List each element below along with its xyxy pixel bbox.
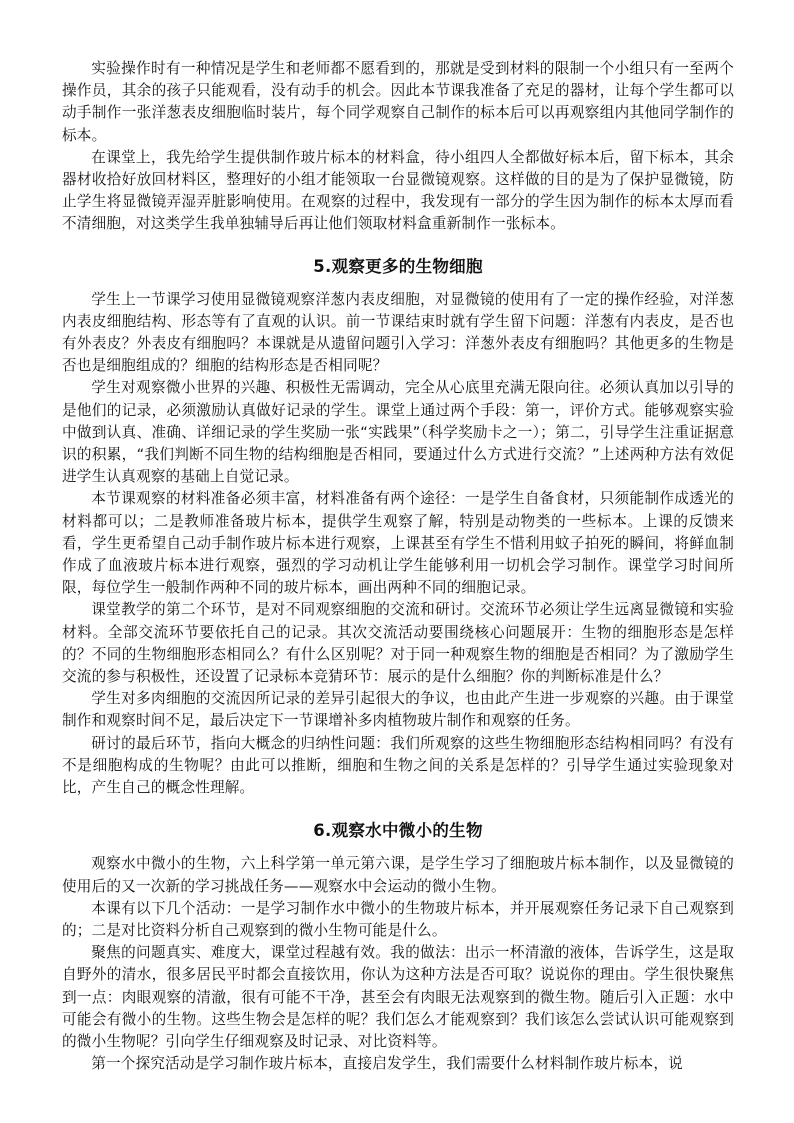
section-6-paragraph-2: 本课有以下几个活动：一是学习制作水中微小的生物玻片标本，并开展观察任务记录下自己观察到的；二是对比资料分析自己观察到的微小生物可能是什么。 (62, 899, 734, 939)
section-5-paragraph-3: 本节课观察的材料准备必须丰富，材料准备有两个途径：一是学生自备食材，只须能制作成透光的材料都可以；二是教师准备玻片标本，提供学生观察了解，特别是动物类的一些标本。上课的反馈来看，学生更希望自己动手制作玻片标本进行观察，上课甚至有学生不惜利用蚊子拍死的瞬间，将鲜血制作成了血液玻片标本进行观察，强烈的学习动机让学生能够利用一切机会学习制作。课堂学习时间所限，每位学生一般制作两种不同的玻片标本，画出两种不同的细胞记录。 (62, 490, 734, 597)
section-5-paragraph-4: 课堂教学的第二个环节，是对不同观察细胞的交流和研讨。交流环节必须让学生远离显微镜和实验材料。全部交流环节要依托自己的记录。其次交流活动要围绕核心问题展开：生物的细胞形态是怎样的？不同的生物细胞形态相同么？有什么区别呢？对于同一种观察生物的细胞是否相同？为了激励学生交流的参与积极性，还设置了记录标本竞猜环节：展示的是什么细胞？你的判断标准是什么？ (62, 601, 734, 686)
section-5-paragraph-5: 学生对多肉细胞的交流因所记录的差异引起很大的争议，也由此产生进一步观察的兴趣。由于课堂制作和观察时间不足，最后决定下一节课增补多肉植物玻片制作和观察的任务。 (62, 690, 734, 730)
section-6-heading: 6.观察水中微小的生物 (313, 821, 483, 841)
intro-paragraph-2: 在课堂上，我先给学生提供制作玻片标本的材料盒，待小组四人全都做好标本后，留下标本，其余器材收拾好放回材料区，整理好的小组才能领取一台显微镜观察。这样做的目的是为了保护显微镜，防止学生将显微镜弄湿弄脏影响使用。在观察的过程中，我发现有一部分的学生因为制作的标本太厚而看不清细胞，对这类学生我单独辅导后再让他们领取材料盒重新制作一张标本。 (62, 148, 734, 233)
section-6-paragraph-4: 第一个探究活动是学习制作玻片标本，直接启发学生，我们需要什么材料制作玻片标本，说 (91, 1055, 683, 1073)
section-5-heading: 5.观察更多的生物细胞 (313, 256, 483, 276)
section-6-paragraph-1: 观察水中微小的生物，六上科学第一单元第六课，是学生学习了细胞玻片标本制作，以及显微镜的使用后的又一次新的学习挑战任务——观察水中会运动的微小生物。 (62, 855, 734, 895)
intro-paragraph-1: 实验操作时有一种情况是学生和老师都不愿看到的，那就是受到材料的限制一个小组只有一至两个操作员，其余的孩子只能观看，没有动手的机会。因此本节课我准备了充足的器材，让每个学生都可以动手制作一张洋葱表皮细胞临时装片，每个同学观察自己制作的标本后可以再观察组内其他同学制作的标本。 (62, 60, 734, 144)
section-5-paragraph-2: 学生对观察微小世界的兴趣、积极性无需调动，完全从心底里充满无限向往。必须认真加以引导的是他们的记录，必须激励认真做好记录的学生。课堂上通过两个手段：第一，评价方式。能够观察实验中做到认真、准确、详细记录的学生奖励一张“实践果”（科学奖励卡之一）；第二，引导学生注重证据意识的积累，“我们判断不同生物的结构细胞是否相同，要通过什么方式进行交流？”上述两种方法有效促进学生认真观察的基础上自觉记录。 (62, 379, 734, 486)
section-5-paragraph-6: 研讨的最后环节，指向大概念的归纳性问题：我们所观察的这些生物细胞形态结构相同吗？有没有不是细胞构成的生物呢？由此可以推断，细胞和生物之间的关系是怎样的？引导学生通过实验现象对比，产生自己的概念性理解。 (62, 734, 734, 797)
document-body (62, 58, 734, 1075)
section-6-paragraph-3: 聚焦的问题真实、难度大，课堂过程越有效。我的做法：出示一杯清澈的液体，告诉学生，这是取自野外的清水，很多居民平时都会直接饮用，你认为这种方法是否可取？说说你的理由。学生很快聚焦到一点：肉眼观察的清澈，很有可能不干净，甚至会有肉眼无法观察到的微生物。随后引入正题：水中可能会有微小的生物。这些生物会是怎样的呢？我们怎么才能观察到？我们该怎么尝试认识可能观察到的微小生物呢？引向学生仔细观察及时记录、对比资料等。 (62, 944, 734, 1050)
section-5-paragraph-1: 学生上一节课学习使用显微镜观察洋葱内表皮细胞，对显微镜的使用有了一定的操作经验，对洋葱内表皮细胞结构、形态等有了直观的认识。前一节课结束时就有学生留下问题：洋葱有内表皮，是否也有外表皮？外表皮有细胞吗？本课就是从遗留问题引入学习：洋葱外表皮有细胞吗？其他更多的生物是否也是细胞组成的？细胞的结构形态是否相同呢？ (62, 290, 734, 375)
